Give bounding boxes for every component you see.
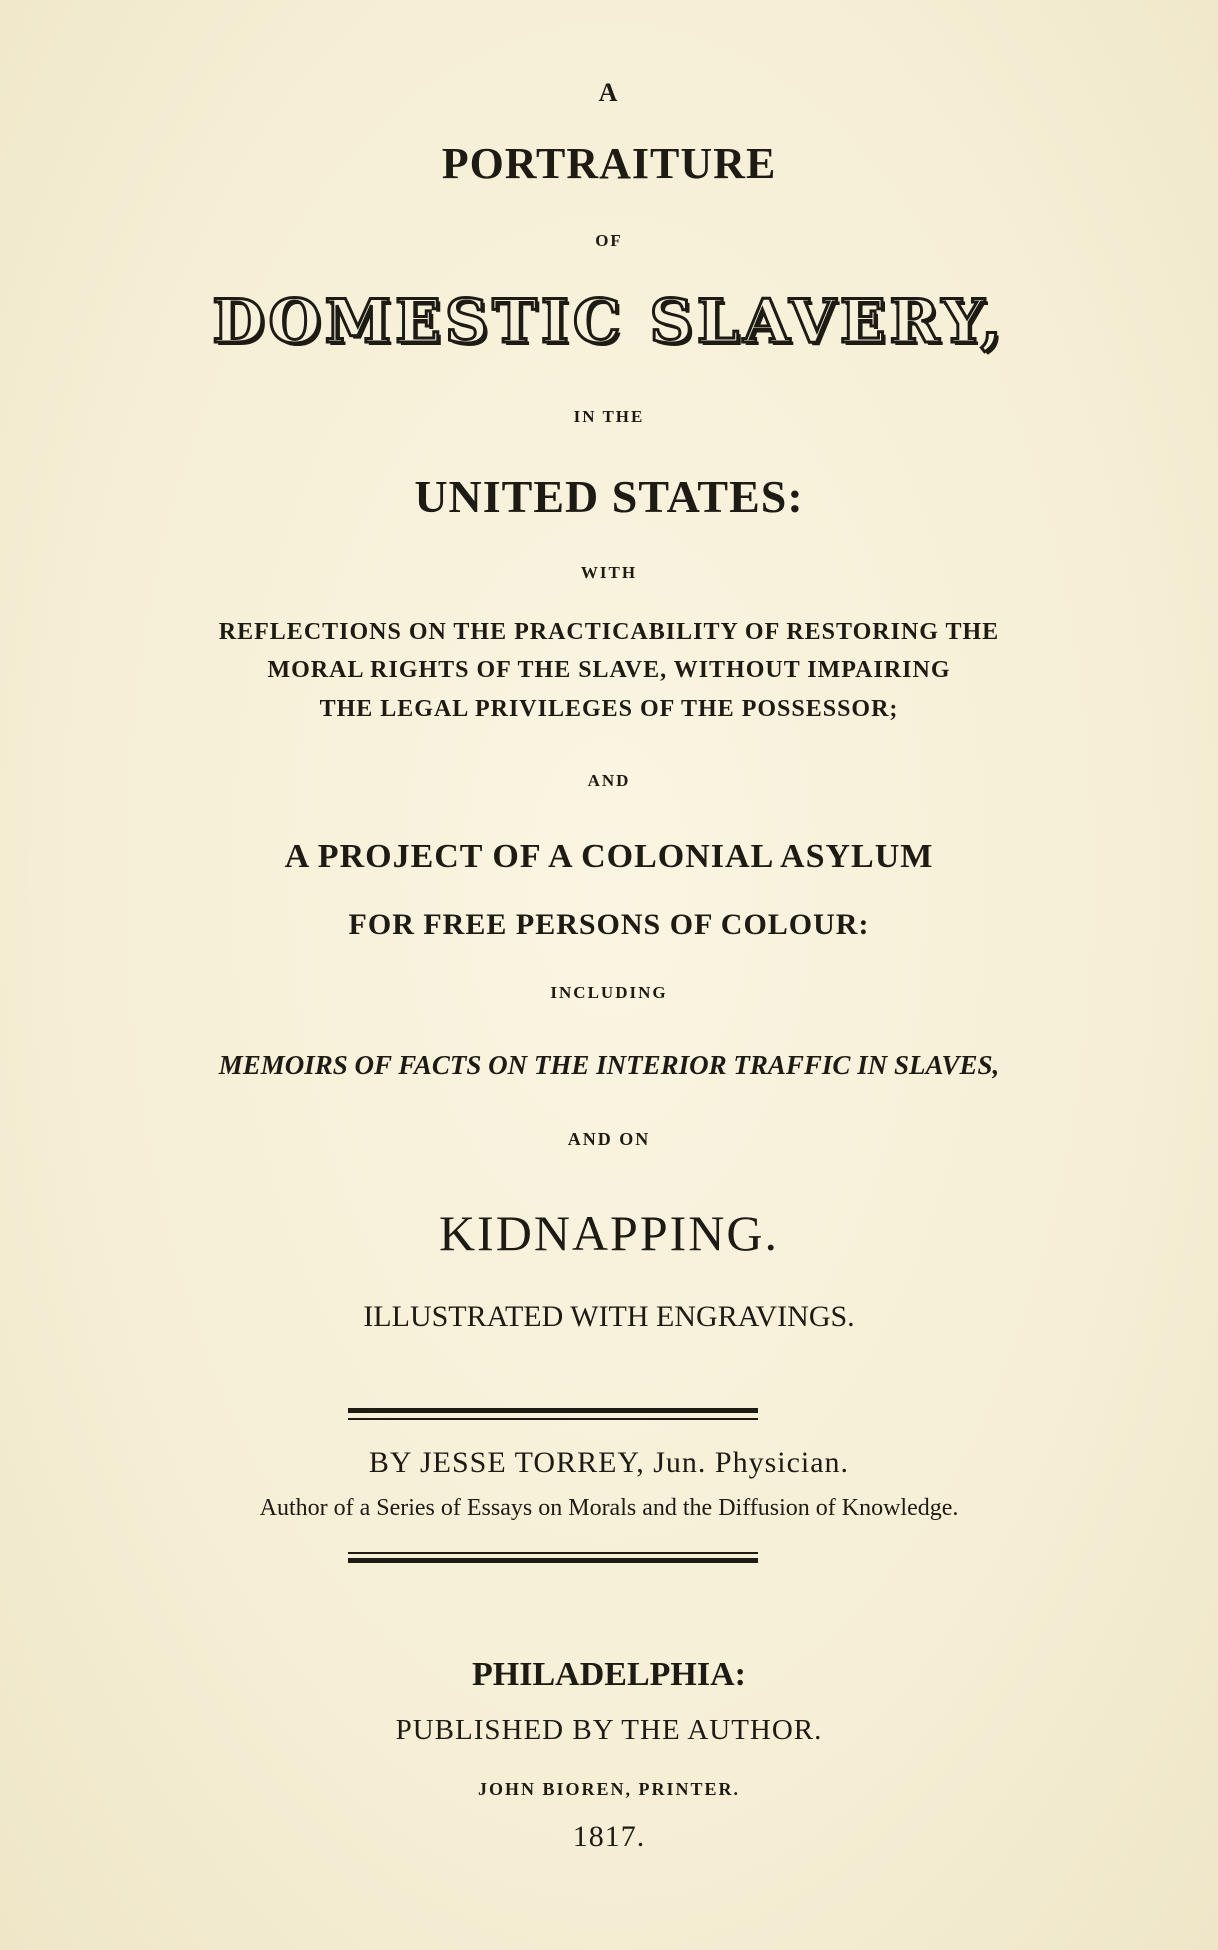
- title-including: INCLUDING: [550, 983, 668, 1002]
- title-article: A: [598, 78, 620, 107]
- city-line: PHILADELPHIA:: [472, 1656, 746, 1693]
- year-line: 1817.: [572, 1820, 646, 1853]
- title-line-domestic-slavery: DOMESTIC SLAVERY,: [212, 287, 1006, 357]
- reflections-line-1: REFLECTIONS ON THE PRACTICABILITY OF RESTORING THE: [218, 619, 1000, 645]
- top-rule-thick: [348, 1408, 758, 1413]
- top-rule-thin: [348, 1418, 758, 1420]
- title-line-portraiture: PORTRAITURE: [441, 139, 777, 188]
- project-line-1: A PROJECT OF A COLONIAL ASYLUM: [284, 838, 934, 875]
- printer-line: JOHN BIOREN, PRINTER.: [477, 1779, 741, 1799]
- bottom-rule-thin: [348, 1552, 758, 1554]
- title-with: WITH: [580, 563, 638, 582]
- project-line-2: FOR FREE PERSONS OF COLOUR:: [348, 908, 870, 941]
- title-and-on: AND ON: [567, 1129, 651, 1149]
- title-line-united-states: UNITED STATES:: [414, 471, 804, 522]
- reflections-line-3: THE LEGAL PRIVILEGES OF THE POSSESSOR;: [319, 696, 899, 722]
- title-of: OF: [595, 231, 623, 250]
- publisher-line: PUBLISHED BY THE AUTHOR.: [395, 1714, 823, 1746]
- bottom-rule-thick: [348, 1558, 758, 1563]
- illustrated-line: ILLUSTRATED WITH ENGRAVINGS.: [363, 1300, 855, 1333]
- kidnapping-line: KIDNAPPING.: [438, 1205, 780, 1261]
- author-description: Author of a Series of Essays on Morals and the Diffusion of Knowledge.: [259, 1495, 959, 1521]
- title-and: AND: [587, 771, 631, 790]
- reflections-line-2: MORAL RIGHTS OF THE SLAVE, WITHOUT IMPAIRING: [267, 657, 951, 683]
- author-line: BY JESSE TORREY, Jun. Physician.: [368, 1446, 850, 1479]
- memoirs-line: MEMOIRS OF FACTS ON THE INTERIOR TRAFFIC IN SLAVES,: [218, 1050, 1000, 1080]
- title-in-the: IN THE: [573, 407, 645, 426]
